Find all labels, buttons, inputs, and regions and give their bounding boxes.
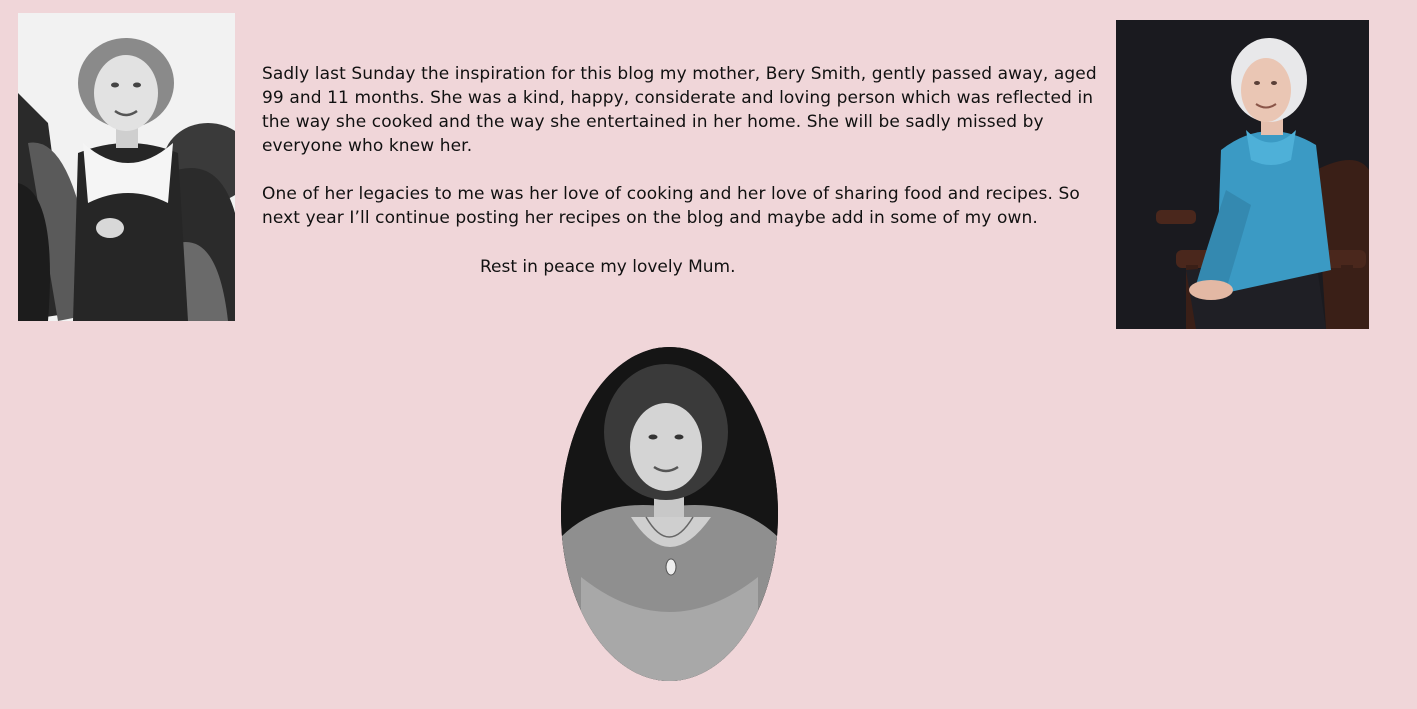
photo-elderly-woman: [1116, 20, 1369, 329]
photo-young-girl-image: [18, 13, 235, 321]
photo-oval-portrait-image: [561, 347, 778, 681]
photo-elderly-woman-image: [1116, 20, 1369, 329]
photo-young-girl: [18, 13, 235, 321]
memorial-closing-line: Rest in peace my lovely Mum.: [480, 257, 736, 277]
memorial-text: [262, 62, 1102, 254]
photo-oval-portrait: [561, 347, 778, 681]
memorial-paragraph-1: Sadly last Sunday the inspiration for this blog my mother, Bery Smith, gently passed away, aged 99 and 11 months. She was a kind, happy, considerate and loving person which was reflected in the way she cooked and the way she entertained in her home. She will be sadly missed by everyone who knew her.: [262, 64, 1097, 156]
memorial-paragraph-2: One of her legacies to me was her love of cooking and her love of sharing food and recipes. So next year I’ll continue posting her recipes on the blog and maybe add in some of my own.: [262, 184, 1080, 228]
